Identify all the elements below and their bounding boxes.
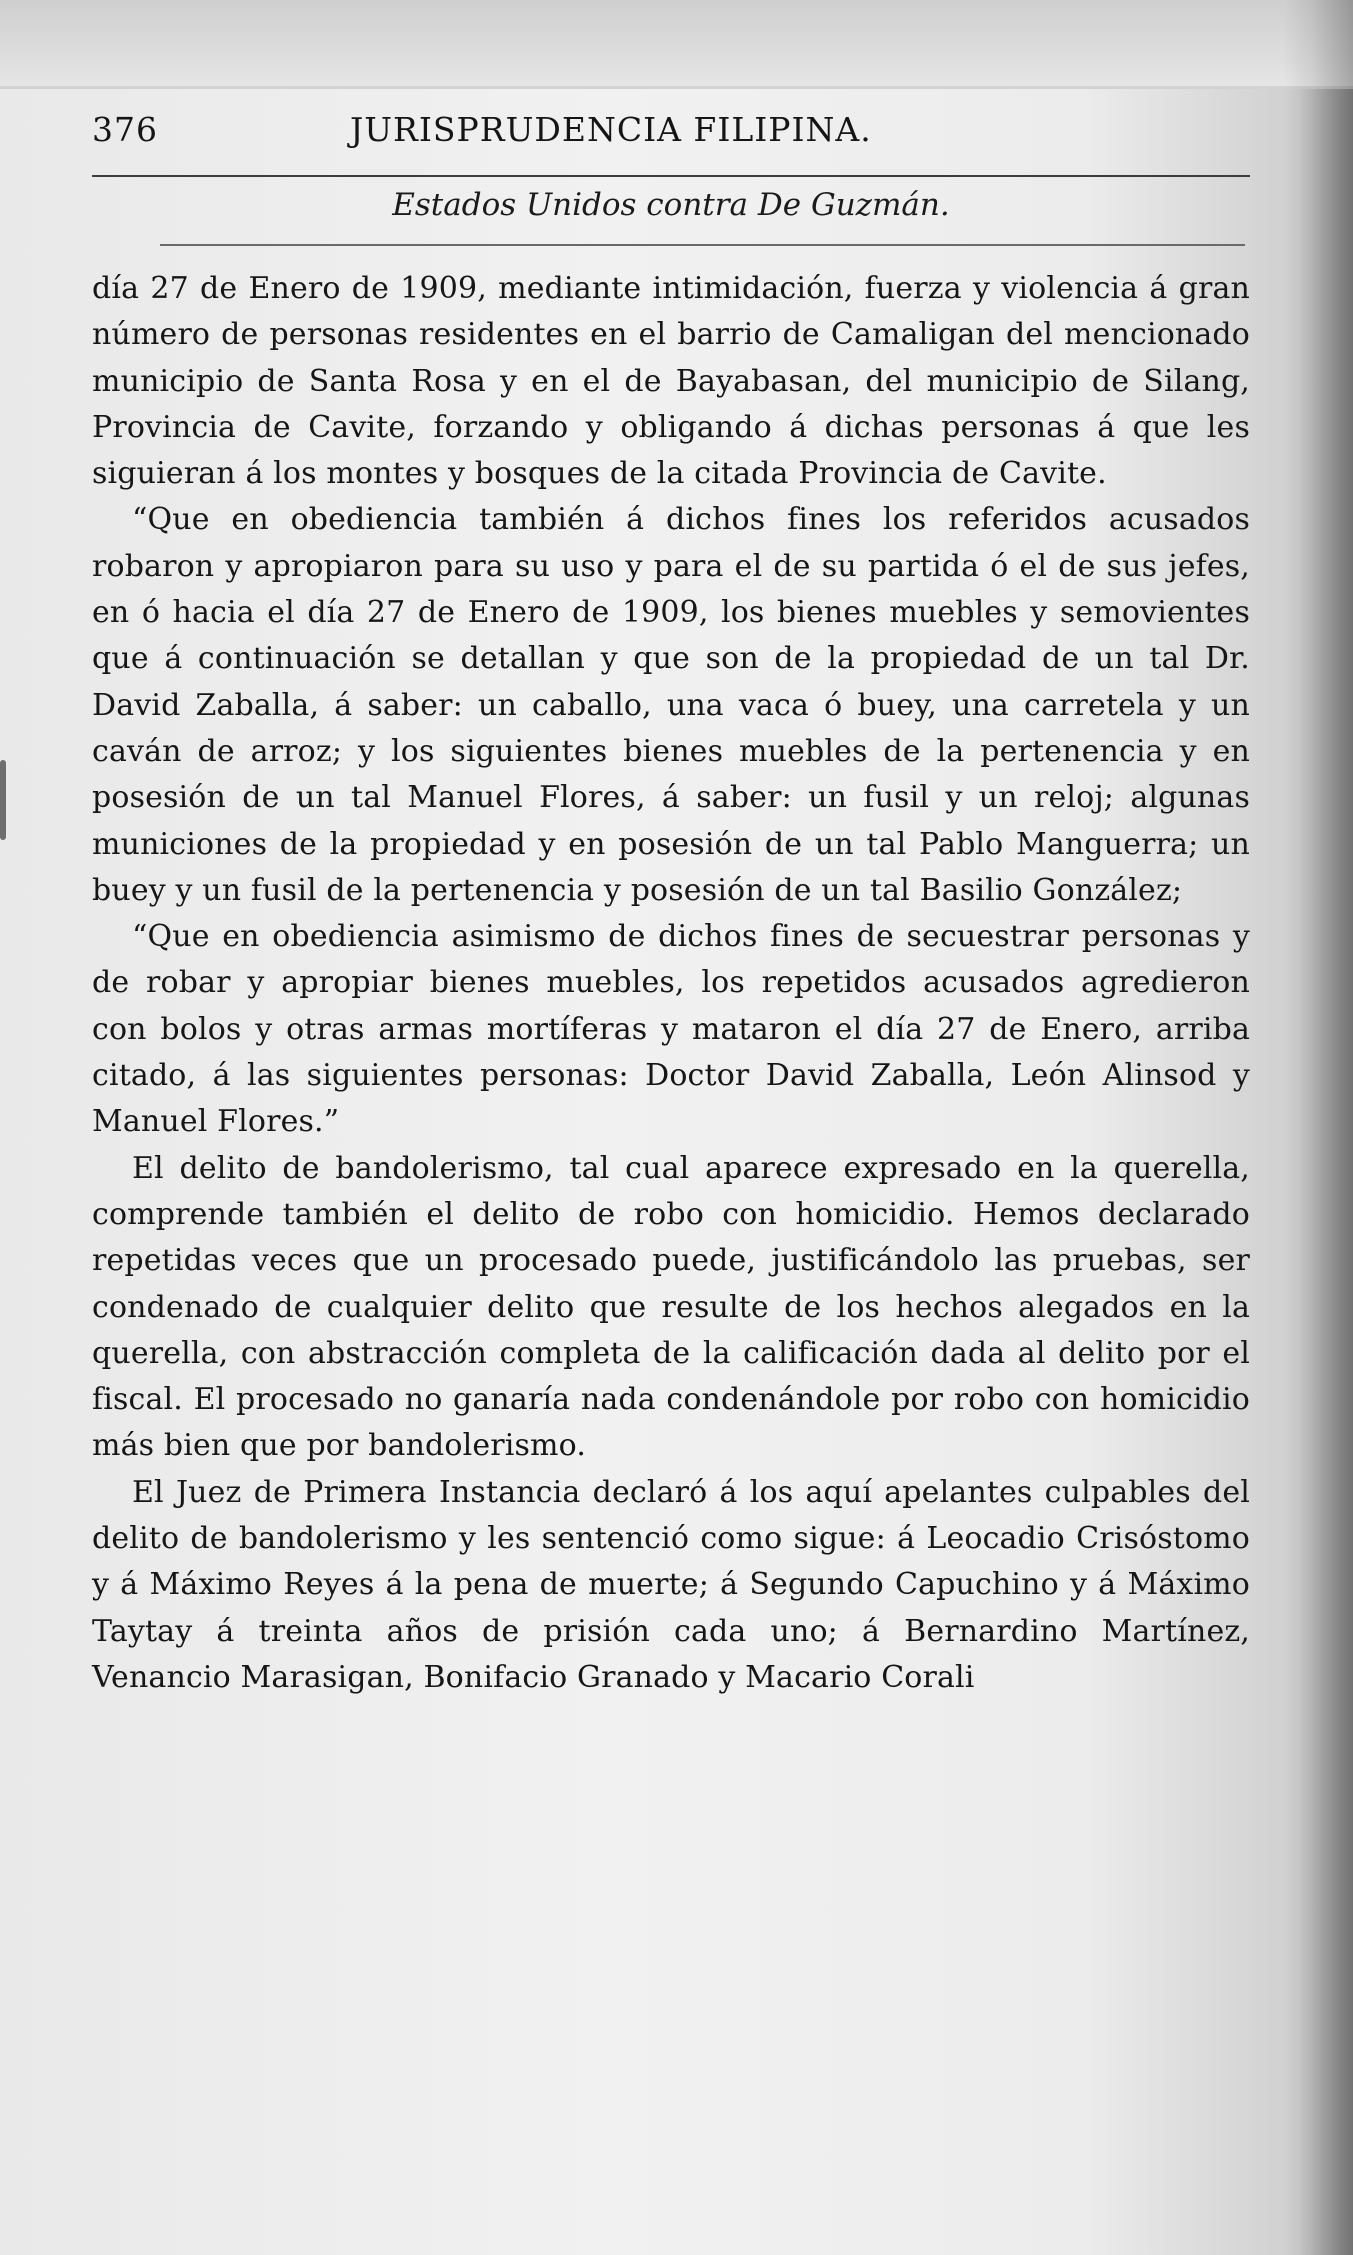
paragraph-quoted-killings: “Que en obediencia asimismo de dichos fines de secuestrar personas y de robar y apropiar bienes muebles, los repetidos acusados agredieron con bolos y otras armas mortíferas y mataron el día 27 de Enero, arriba citado, á las siguientes personas: Doctor David Zaballa, León Alinsod y Manuel Flores.” — [92, 919, 1250, 1140]
journal-title: JURISPRUDENCIA FILIPINA. — [350, 110, 872, 149]
running-head — [92, 108, 1250, 164]
binding-mark — [0, 760, 6, 840]
case-title: Estados Unidos contra De Guzmán. — [392, 187, 950, 223]
page-number: 376 — [92, 110, 158, 149]
paragraph-sentence: El Juez de Primera Instancia declaró á los aquí apelantes culpables del delito de bandolerismo y les sentenció como sigue: á Leocadio Crisóstomo y á Máximo Reyes á la pena de muerte; á Segundo Capuchino y á Máximo Taytay á treinta años de prisión cada uno; á Bernardino Martínez, Venancio Marasigan, Bonifacio Granado y Macario Corali — [92, 1474, 1250, 1695]
scan-top-edge — [0, 86, 1353, 89]
paragraph-continuation: día 27 de Enero de 1909, mediante intimidación, fuerza y violencia á gran número de personas residentes en el barrio de Camaligan del mencionado municipio de Santa Rosa y en el de Bayabasan, del municipio de Silang, Provincia de Cavite, forzando y obligando á dichas personas á que les siguieran á los montes y bosques de la citada Provincia de Cavite. — [92, 271, 1250, 492]
header-rule — [92, 175, 1250, 177]
scan-right-edge-shadow — [1283, 0, 1353, 2255]
paragraph-bandolerismo: El delito de bandolerismo, tal cual aparece expresado en la querella, comprende también el delito de robo con homicidio. Hemos declarado repetidas veces que un procesado puede, justificándolo las pruebas, ser condenado de cualquier delito que resulte de los hechos alegados en la querella, con abstracción completa de la calificación dada al delito por el fiscal. El procesado no ganaría nada condenándole por robo con homicidio más bien que por bandolerismo. — [92, 1150, 1250, 1464]
body-text — [92, 266, 1250, 1701]
scan-top-margin — [0, 0, 1353, 86]
case-title-rule — [160, 244, 1245, 246]
paragraph-quoted-robbery: “Que en obediencia también á dichos fines los referidos acusados robaron y apropiaron para su uso y para el de su partida ó el de sus jefes, en ó hacia el día 27 de Enero de 1909, los bienes muebles y semovientes que á continuación se detallan y que son de la propiedad de un tal Dr. David Zaballa, á saber: un caballo, una vaca ó buey, una carretela y un caván de arroz; y los siguientes bienes muebles de la pertenencia y en posesión de un tal Manuel Flores, á saber: un fusil y un reloj; algunas municiones de la propiedad y en posesión de un tal Pablo Manguerra; un buey y un fusil de la pertenencia y posesión de un tal Basilio González; — [92, 502, 1250, 908]
